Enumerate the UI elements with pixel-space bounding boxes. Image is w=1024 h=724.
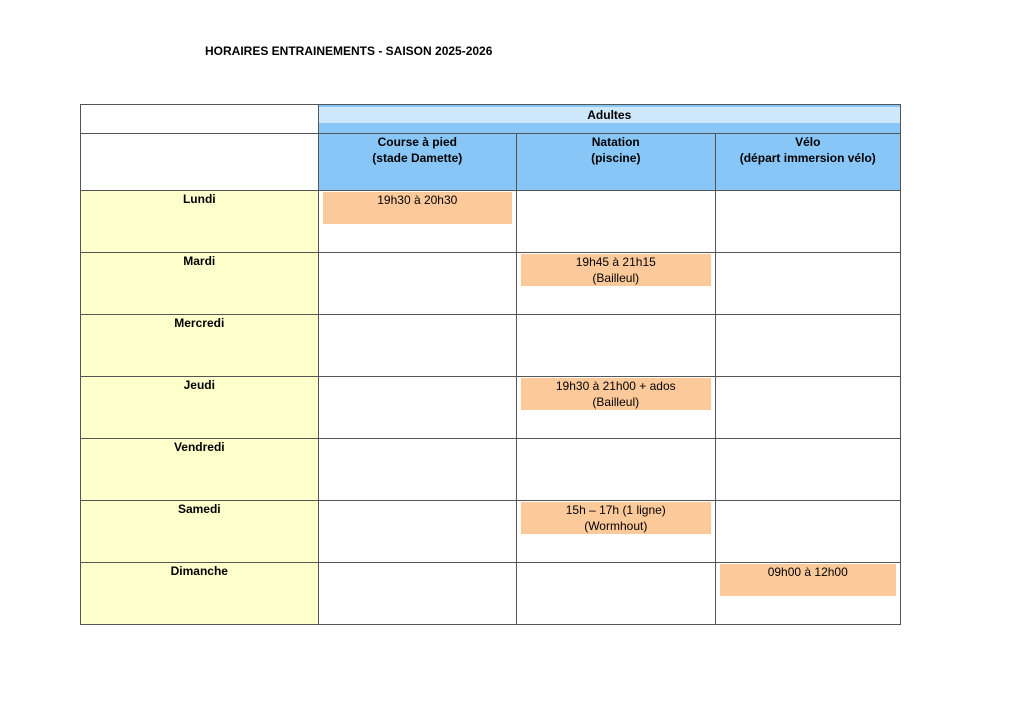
column-header-velo [715,134,901,191]
column-header-natation [517,134,715,191]
day-label-cell: Samedi [81,501,319,563]
schedule-cell [715,315,901,377]
schedule-cell [715,377,901,439]
training-slot [323,192,512,224]
day-label-cell: Jeudi [81,377,319,439]
day-row [81,377,901,439]
schedule-cell [715,439,901,501]
column-header-name: Vélo [795,135,821,149]
schedule-cell [517,439,715,501]
slot-time: 19h30 à 20h30 [377,193,458,207]
schedule-cell [715,501,901,563]
schedule-cell [517,191,715,253]
empty-corner-cell [81,134,319,191]
column-header-sub: (départ immersion vélo) [739,151,876,165]
slot-location: (Bailleul) [592,395,640,409]
schedule-cell [517,377,715,439]
schedule-cell [318,563,516,625]
column-header-name: Natation [591,135,640,149]
day-row [81,439,901,501]
day-label-cell: Dimanche [81,563,319,625]
schedule-cell [517,501,715,563]
column-header-name: Course à pied [377,135,457,149]
schedule-cell [318,439,516,501]
day-label-cell: Mardi [81,253,319,315]
day-row [81,501,901,563]
schedule-cell [517,315,715,377]
column-header-sub: (piscine) [591,151,641,165]
day-label-cell: Lundi [81,191,319,253]
training-slot [521,254,710,286]
slot-time: 19h45 à 21h15 [575,255,656,269]
column-header-sub: (stade Damette) [372,151,463,165]
schedule-cell [318,315,516,377]
day-label-cell: Vendredi [81,439,319,501]
training-schedule-table [80,104,901,625]
group-header-cell [318,105,900,134]
training-slot [521,378,710,410]
slot-time: 09h00 à 12h00 [767,565,848,579]
group-header-label: Adultes [319,107,900,123]
schedule-cell [318,191,516,253]
schedule-cell [318,253,516,315]
schedule-cell [715,563,901,625]
day-row [81,315,901,377]
slot-time: 15h – 17h (1 ligne) [565,503,666,517]
schedule-cell [318,501,516,563]
group-header-row [81,105,901,134]
day-row [81,563,901,625]
column-header-course [318,134,516,191]
column-header-row [81,134,901,191]
page-title: HORAIRES ENTRAINEMENTS - SAISON 2025-2026 [205,44,493,58]
schedule-cell [318,377,516,439]
schedule-cell [517,563,715,625]
schedule-cell [715,191,901,253]
slot-location: (Wormhout) [584,519,648,533]
schedule-cell [715,253,901,315]
schedule-cell [517,253,715,315]
empty-corner-cell [81,105,319,134]
day-row [81,253,901,315]
training-slot [521,502,710,534]
training-slot [720,564,897,596]
slot-location: (Bailleul) [592,271,640,285]
day-label-cell: Mercredi [81,315,319,377]
day-row [81,191,901,253]
slot-time: 19h30 à 21h00 + ados [555,379,676,393]
